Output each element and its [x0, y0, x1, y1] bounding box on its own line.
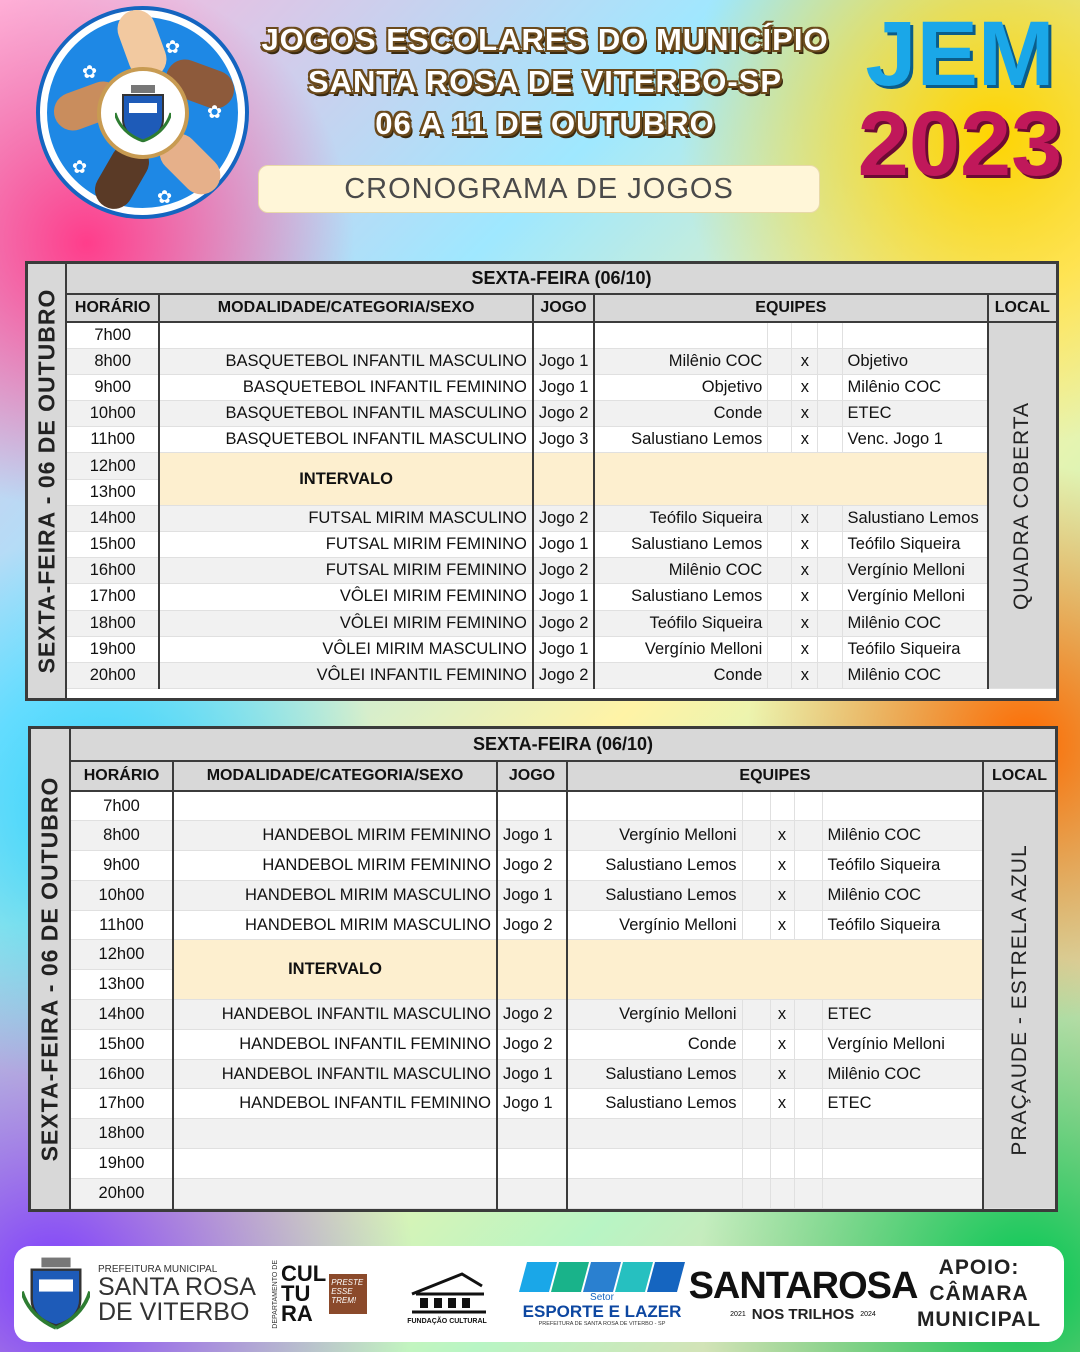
team-away-cell: ETEC [822, 1089, 983, 1119]
time-cell: 7h00 [67, 322, 159, 348]
team-home-cell: Salustiano Lemos [594, 532, 768, 558]
santarosa-logo [688, 1246, 918, 1342]
time-cell: 20h00 [71, 1178, 173, 1208]
team-home-cell [567, 1149, 742, 1179]
interval-jogo-cell [533, 453, 594, 505]
table-row [71, 910, 1055, 940]
spacer-cell [794, 1029, 822, 1059]
time-cell: 19h00 [67, 636, 159, 662]
versus-cell: x [792, 505, 818, 531]
day-title: SEXTA-FEIRA (06/10) [67, 264, 1056, 294]
team-away-cell [822, 1119, 983, 1149]
coat-of-arms-icon [97, 67, 189, 159]
table-row [67, 322, 1056, 348]
jogo-cell: Jogo 1 [533, 348, 594, 374]
team-home-cell: Vergínio Melloni [567, 1000, 742, 1030]
spacer-cell [742, 1000, 770, 1030]
table-row [67, 558, 1056, 584]
team-home-cell: Vergínio Melloni [567, 821, 742, 851]
table-row [67, 636, 1056, 662]
jogo-cell: Jogo 1 [497, 880, 567, 910]
modalidade-cell: FUTSAL MIRIM FEMININO [159, 532, 532, 558]
modalidade-cell: VÔLEI MIRIM FEMININO [159, 584, 532, 610]
interval-jogo-cell [497, 940, 567, 1000]
table-row [67, 505, 1056, 531]
team-home-cell: Teófilo Siqueira [594, 610, 768, 636]
modalidade-cell: HANDEBOL INFANTIL FEMININO [173, 1029, 497, 1059]
fundacao-text: FUNDAÇÃO CULTURAL [407, 1317, 487, 1325]
versus-cell: x [792, 374, 818, 400]
time-cell: 12h00 [71, 940, 173, 970]
team-away-cell: Milênio COC [822, 821, 983, 851]
team-home-cell: Salustiano Lemos [567, 851, 742, 881]
spacer-cell [818, 558, 842, 584]
municipal-games-emblem [40, 10, 245, 215]
versus-cell: x [792, 662, 818, 688]
spacer-cell [794, 1000, 822, 1030]
jogo-cell [497, 1178, 567, 1208]
local-cell [983, 791, 1055, 1208]
team-home-cell [567, 1178, 742, 1208]
jogo-cell: Jogo 1 [497, 821, 567, 851]
time-cell: 14h00 [67, 505, 159, 531]
star-icon: ✿ [82, 62, 98, 82]
modalidade-cell: HANDEBOL MIRIM FEMININO [173, 851, 497, 881]
time-cell: 14h00 [71, 1000, 173, 1030]
spacer-cell [794, 1059, 822, 1089]
table-row [71, 1119, 1055, 1149]
jem-logo-text: JEM [865, 3, 1055, 105]
column-header-row [67, 294, 1056, 322]
time-cell: 10h00 [71, 880, 173, 910]
pm-small-text: PREFEITURA MUNICIPAL [98, 1263, 218, 1275]
building-icon [402, 1264, 492, 1318]
table-row [71, 791, 1055, 821]
time-cell: 9h00 [67, 374, 159, 400]
day-side-label [28, 264, 67, 698]
spacer-cell [742, 1119, 770, 1149]
local-label: QUADRA COBERTA [1010, 401, 1034, 610]
team-away-cell: Milênio COC [822, 1059, 983, 1089]
title-line-2: SANTA ROSA DE VITERBO-SP [307, 64, 783, 99]
jogo-cell: Jogo 1 [497, 1059, 567, 1089]
header-horario: HORÁRIO [71, 761, 173, 791]
team-away-cell: Teófilo Siqueira [842, 532, 988, 558]
spacer-cell [768, 584, 792, 610]
time-cell: 15h00 [71, 1029, 173, 1059]
team-away-cell [842, 322, 988, 348]
time-cell: 16h00 [67, 558, 159, 584]
column-header-row [71, 761, 1055, 791]
table-row [71, 821, 1055, 851]
esporte-sub-text: PREFEITURA DE SANTA ROSA DE VITERBO - SP [538, 1320, 666, 1327]
spacer-cell [794, 910, 822, 940]
versus-cell: x [792, 558, 818, 584]
versus-cell: x [792, 532, 818, 558]
spacer-cell [742, 1029, 770, 1059]
modalidade-cell: HANDEBOL INFANTIL MASCULINO [173, 1000, 497, 1030]
title-line-1: JOGOS ESCOLARES DO MUNICÍPIO [261, 22, 829, 57]
day-title-row [71, 729, 1055, 761]
header-local: LOCAL [988, 294, 1056, 322]
fundacao-logo [392, 1246, 502, 1342]
time-cell: 8h00 [67, 348, 159, 374]
versus-cell: x [770, 910, 794, 940]
table-row [71, 1178, 1055, 1208]
spacer-cell [794, 1119, 822, 1149]
team-home-cell: Milênio COC [594, 558, 768, 584]
cultura-text-3: RA [281, 1301, 313, 1326]
modalidade-cell: HANDEBOL INFANTIL FEMININO [173, 1089, 497, 1119]
time-cell: 17h00 [67, 584, 159, 610]
spacer-cell [818, 401, 842, 427]
team-home-cell: Salustiano Lemos [567, 880, 742, 910]
santarosa-sub-text: NOS TRILHOS [751, 1305, 855, 1323]
spacer-cell [794, 880, 822, 910]
team-away-cell: Salustiano Lemos [842, 505, 988, 531]
header-local: LOCAL [983, 761, 1055, 791]
day-title-row [67, 264, 1056, 294]
star-icon: ✿ [72, 157, 88, 177]
versus-cell: x [792, 584, 818, 610]
spacer-cell [818, 584, 842, 610]
team-home-cell: Conde [594, 662, 768, 688]
cultura-tag: PRESTE ESSE TREM! [329, 1274, 367, 1314]
versus-cell: x [770, 1059, 794, 1089]
spacer-cell [768, 401, 792, 427]
spacer-cell [818, 322, 842, 348]
team-home-cell: Milênio COC [594, 348, 768, 374]
apoio-line-1: APOIO: [938, 1256, 1020, 1279]
schedule-subtitle: CRONOGRAMA DE JOGOS [258, 165, 820, 213]
spacer-cell [742, 1089, 770, 1119]
table-row [71, 1149, 1055, 1179]
jogo-cell: Jogo 1 [533, 584, 594, 610]
jogo-cell [497, 1119, 567, 1149]
header-jogo: JOGO [497, 761, 567, 791]
team-home-cell [567, 1119, 742, 1149]
time-cell: 11h00 [71, 910, 173, 940]
pm-name-line-2: DE VITERBO [98, 1297, 250, 1326]
header-jogo: JOGO [533, 294, 594, 322]
time-cell: 13h00 [67, 479, 159, 505]
modalidade-cell: VÔLEI MIRIM FEMININO [159, 610, 532, 636]
modalidade-cell: BASQUETEBOL INFANTIL MASCULINO [159, 401, 532, 427]
header [0, 0, 1080, 255]
team-home-cell: Vergínio Melloni [594, 636, 768, 662]
star-icon: ✿ [157, 187, 173, 207]
time-cell: 20h00 [67, 662, 159, 688]
modalidade-cell: VÔLEI INFANTIL FEMININO [159, 662, 532, 688]
jogo-cell [533, 322, 594, 348]
spacer-cell [768, 374, 792, 400]
time-cell: 19h00 [71, 1149, 173, 1179]
esporte-small-text: Setor [590, 1291, 614, 1303]
jogo-cell: Jogo 2 [533, 558, 594, 584]
spacer-cell [742, 1059, 770, 1089]
year-logo-text: 2023 [857, 93, 1063, 195]
team-home-cell [594, 322, 768, 348]
team-home-cell: Salustiano Lemos [594, 584, 768, 610]
team-away-cell: Vergínio Melloni [822, 1029, 983, 1059]
spacer-cell [742, 1178, 770, 1208]
apoio-line-3: MUNICIPAL [916, 1308, 1042, 1331]
table-row [67, 532, 1056, 558]
santarosa-year-1: 2021 [730, 1310, 746, 1318]
team-away-cell [822, 1149, 983, 1179]
spacer-cell [794, 1178, 822, 1208]
table-row [67, 584, 1056, 610]
interval-cell: INTERVALO [159, 453, 532, 505]
cultura-logo [272, 1246, 382, 1342]
santarosa-big-text: SANTAROSA [688, 1264, 918, 1307]
spacer-cell [818, 662, 842, 688]
versus-cell: x [770, 851, 794, 881]
jogo-cell: Jogo 3 [533, 427, 594, 453]
esporte-logo [512, 1246, 692, 1342]
day-side-text: SEXTA-FEIRA - 06 DE OUTUBRO [36, 776, 63, 1162]
spacer-cell [742, 821, 770, 851]
team-away-cell: Objetivo [842, 348, 988, 374]
time-cell: 8h00 [71, 821, 173, 851]
interval-teams-cell [567, 940, 983, 1000]
time-cell: 16h00 [71, 1059, 173, 1089]
team-home-cell [567, 791, 742, 821]
team-home-cell: Salustiano Lemos [567, 1059, 742, 1089]
versus-cell [770, 1119, 794, 1149]
modalidade-cell: HANDEBOL MIRIM MASCULINO [173, 880, 497, 910]
team-home-cell: Objetivo [594, 374, 768, 400]
team-away-cell: Milênio COC [822, 880, 983, 910]
header-equipes: EQUIPES [594, 294, 988, 322]
spacer-cell [768, 505, 792, 531]
santarosa-year-2: 2024 [860, 1310, 876, 1318]
modalidade-cell: FUTSAL MIRIM FEMININO [159, 558, 532, 584]
table-row [71, 880, 1055, 910]
jogo-cell: Jogo 2 [533, 662, 594, 688]
jogo-cell [497, 791, 567, 821]
header-horario: HORÁRIO [67, 294, 159, 322]
spacer-cell [818, 636, 842, 662]
coat-of-arms-icon [22, 1255, 90, 1333]
modalidade-cell: BASQUETEBOL INFANTIL MASCULINO [159, 348, 532, 374]
jogo-cell: Jogo 1 [533, 532, 594, 558]
modalidade-cell: BASQUETEBOL INFANTIL MASCULINO [159, 427, 532, 453]
versus-cell: x [792, 401, 818, 427]
jogo-cell: Jogo 2 [497, 1000, 567, 1030]
versus-cell [792, 322, 818, 348]
jogo-cell: Jogo 2 [497, 1029, 567, 1059]
versus-cell: x [792, 636, 818, 662]
jogo-cell: Jogo 1 [533, 374, 594, 400]
time-cell: 11h00 [67, 427, 159, 453]
interval-cell: INTERVALO [173, 940, 497, 1000]
modalidade-cell: VÔLEI MIRIM MASCULINO [159, 636, 532, 662]
spacer-cell [818, 532, 842, 558]
spacer-cell [818, 348, 842, 374]
header-equipes: EQUIPES [567, 761, 983, 791]
spacer-cell [794, 851, 822, 881]
modalidade-cell [173, 1178, 497, 1208]
modalidade-cell: HANDEBOL INFANTIL MASCULINO [173, 1059, 497, 1089]
team-home-cell: Salustiano Lemos [567, 1089, 742, 1119]
team-away-cell: Vergínio Melloni [842, 584, 988, 610]
team-home-cell: Conde [594, 401, 768, 427]
time-cell: 18h00 [71, 1119, 173, 1149]
team-home-cell: Teófilo Siqueira [594, 505, 768, 531]
spacer-cell [768, 662, 792, 688]
jogo-cell: Jogo 2 [533, 505, 594, 531]
team-away-cell: Milênio COC [842, 610, 988, 636]
table-row [71, 1000, 1055, 1030]
modalidade-cell: BASQUETEBOL INFANTIL FEMININO [159, 374, 532, 400]
table-row [67, 427, 1056, 453]
schedule-table [71, 729, 1055, 1209]
team-away-cell: Venc. Jogo 1 [842, 427, 988, 453]
spacer-cell [818, 374, 842, 400]
spacer-cell [742, 880, 770, 910]
modalidade-cell: HANDEBOL MIRIM FEMININO [173, 821, 497, 851]
spacer-cell [818, 427, 842, 453]
versus-cell: x [770, 1000, 794, 1030]
spacer-cell [768, 558, 792, 584]
team-home-cell: Vergínio Melloni [567, 910, 742, 940]
spacer-cell [768, 322, 792, 348]
versus-cell [770, 1149, 794, 1179]
spacer-cell [768, 532, 792, 558]
team-away-cell: ETEC [822, 1000, 983, 1030]
table-row [67, 348, 1056, 374]
modalidade-cell [159, 322, 532, 348]
jogo-cell: Jogo 2 [497, 851, 567, 881]
schedule-table [67, 264, 1056, 689]
star-icon: ✿ [207, 102, 223, 122]
team-away-cell: Teófilo Siqueira [822, 851, 983, 881]
time-cell: 13h00 [71, 970, 173, 1000]
spacer-cell [794, 791, 822, 821]
jogo-cell: Jogo 2 [533, 610, 594, 636]
table-row [71, 851, 1055, 881]
versus-cell [770, 791, 794, 821]
spacer-cell [794, 1089, 822, 1119]
jogo-cell [497, 1149, 567, 1179]
cultura-text-1: CUL [281, 1261, 327, 1286]
time-cell: 15h00 [67, 532, 159, 558]
esporte-big-text: ESPORTE E LAZER [522, 1301, 682, 1321]
modalidade-cell: HANDEBOL MIRIM MASCULINO [173, 910, 497, 940]
spacer-cell [818, 505, 842, 531]
team-away-cell [822, 1178, 983, 1208]
team-home-cell: Salustiano Lemos [594, 427, 768, 453]
spacer-cell [818, 610, 842, 636]
header-modalidade: MODALIDADE/CATEGORIA/SEXO [173, 761, 497, 791]
team-home-cell: Conde [567, 1029, 742, 1059]
table-row [71, 940, 1055, 970]
jogo-cell: Jogo 1 [533, 636, 594, 662]
versus-cell: x [770, 821, 794, 851]
spacer-cell [742, 851, 770, 881]
modalidade-cell [173, 1149, 497, 1179]
schedule-panel-2 [28, 726, 1058, 1212]
spacer-cell [794, 821, 822, 851]
team-away-cell: Vergínio Melloni [842, 558, 988, 584]
table-row [67, 453, 1056, 479]
time-cell: 9h00 [71, 851, 173, 881]
spacer-cell [742, 1149, 770, 1179]
pm-name-line-1: SANTA ROSA [98, 1272, 256, 1301]
table-row [67, 401, 1056, 427]
modalidade-cell [173, 791, 497, 821]
spacer-cell [768, 348, 792, 374]
modalidade-cell: FUTSAL MIRIM MASCULINO [159, 505, 532, 531]
versus-cell: x [792, 348, 818, 374]
versus-cell [770, 1178, 794, 1208]
versus-cell: x [770, 1029, 794, 1059]
sports-icons [523, 1262, 681, 1292]
time-cell: 17h00 [71, 1089, 173, 1119]
team-away-cell [822, 791, 983, 821]
team-away-cell: Teófilo Siqueira [822, 910, 983, 940]
table-row [67, 610, 1056, 636]
local-cell [988, 322, 1056, 689]
team-away-cell: ETEC [842, 401, 988, 427]
spacer-cell [742, 910, 770, 940]
spacer-cell [794, 1149, 822, 1179]
time-cell: 12h00 [67, 453, 159, 479]
table-row [67, 374, 1056, 400]
apoio-block [904, 1246, 1054, 1342]
versus-cell: x [770, 880, 794, 910]
local-label: PRAÇAUDE - ESTRELA AZUL [1007, 844, 1031, 1156]
versus-cell: x [770, 1089, 794, 1119]
day-title: SEXTA-FEIRA (06/10) [71, 729, 1055, 761]
modalidade-cell [173, 1119, 497, 1149]
spacer-cell [742, 791, 770, 821]
jogo-cell: Jogo 2 [497, 910, 567, 940]
schedule-panel-1 [25, 261, 1059, 701]
table-row [71, 1089, 1055, 1119]
team-away-cell: Milênio COC [842, 374, 988, 400]
jogo-cell: Jogo 1 [497, 1089, 567, 1119]
time-cell: 18h00 [67, 610, 159, 636]
spacer-cell [768, 610, 792, 636]
cultura-text-2: TU [281, 1281, 311, 1306]
time-cell: 10h00 [67, 401, 159, 427]
sponsors-footer [14, 1246, 1064, 1342]
team-away-cell: Teófilo Siqueira [842, 636, 988, 662]
table-row [71, 1029, 1055, 1059]
cultura-side-text: DEPARTAMENTO DE [272, 1259, 279, 1329]
versus-cell: x [792, 427, 818, 453]
jogo-cell: Jogo 2 [533, 401, 594, 427]
spacer-cell [768, 636, 792, 662]
day-side-label [31, 729, 71, 1209]
title-line-3: 06 A 11 DE OUTUBRO [375, 106, 715, 141]
table-row [71, 1059, 1055, 1089]
time-cell: 7h00 [71, 791, 173, 821]
versus-cell: x [792, 610, 818, 636]
star-icon: ✿ [165, 37, 181, 57]
spacer-cell [768, 427, 792, 453]
team-away-cell: Milênio COC [842, 662, 988, 688]
header-modalidade: MODALIDADE/CATEGORIA/SEXO [159, 294, 532, 322]
table-row [67, 662, 1056, 688]
day-side-text: SEXTA-FEIRA - 06 DE OUTUBRO [33, 288, 59, 674]
apoio-line-2: CÂMARA [929, 1282, 1029, 1305]
prefeitura-logo [22, 1246, 272, 1342]
interval-teams-cell [594, 453, 988, 505]
